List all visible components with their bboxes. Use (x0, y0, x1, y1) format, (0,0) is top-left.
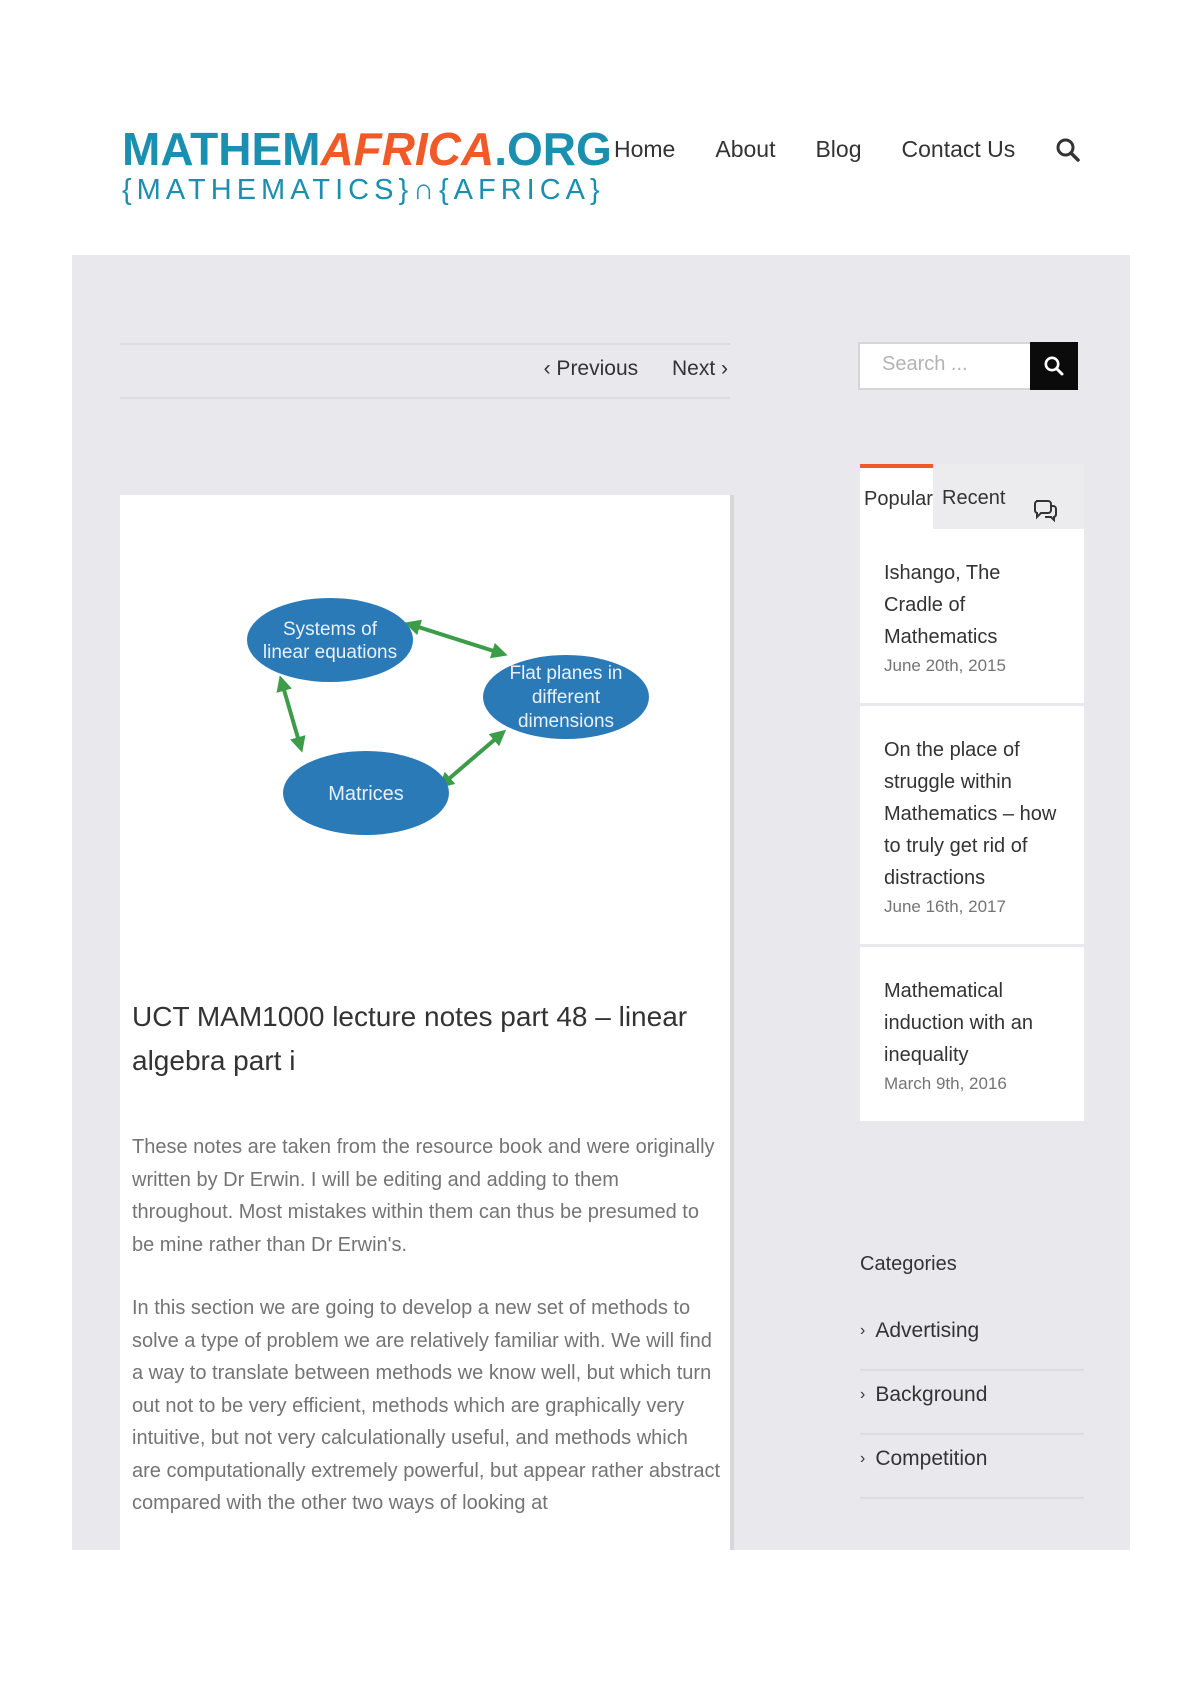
sidebar-search-box (858, 342, 1032, 390)
categories-heading: Categories (860, 1253, 957, 1275)
chevron-right-icon: › (860, 1386, 866, 1403)
post-tabs (860, 464, 1084, 529)
list-item (860, 947, 1084, 1121)
nav-about[interactable]: About (715, 136, 776, 162)
popular-post-date: June 20th, 2015 (884, 656, 1006, 675)
post-paragraph-1: These notes are taken from the resource book and were originally written by Dr Erwin. I will be editing and adding to them throughout. Most mistakes within them can thus be presumed to be mine rather than Dr Erwin's. (132, 1136, 715, 1256)
logo-part-mathem: MATHEM (122, 123, 321, 175)
sidebar-search-button[interactable] (1030, 342, 1078, 390)
nav-home[interactable]: Home (614, 136, 676, 162)
next-post-link[interactable]: Next › (671, 357, 728, 380)
popular-post-title[interactable]: On the place of struggle within Mathematics – how to truly get rid of distractions (884, 739, 1057, 889)
post-navigation (120, 343, 730, 399)
logo-part-africa: AFRICA (320, 123, 495, 175)
post-article (120, 495, 734, 1550)
logo-wordmark (122, 123, 612, 175)
svg-text:Flat planes in: Flat planes in (509, 663, 623, 684)
tab-popular[interactable]: Popular (860, 464, 933, 529)
post-paragraph-2: In this section we are going to develop a new set of methods to solve a type of problem we are relatively familiar with. We will find a way to translate between methods we know well, but which turn out not to be very efficient, methods which are graphically very intuitive, but not very calculationally useful, and methods which are computationally extremely powerful, but appear rather abstract compared with the other two ways of looking at (132, 1297, 721, 1514)
arrow-systems-matrices (282, 683, 300, 745)
arrow-matrices-planes (444, 735, 500, 783)
category-item[interactable] (860, 1435, 1084, 1499)
list-item (860, 706, 1084, 944)
svg-text:Matrices: Matrices (328, 783, 404, 805)
search-icon[interactable] (1055, 137, 1081, 163)
post-title: UCT MAM1000 lecture notes part 48 – linear algebra part i (132, 1001, 688, 1076)
arrow-systems-planes (412, 625, 500, 653)
svg-text:Systems of: Systems of (283, 619, 377, 640)
node-matrices (283, 751, 449, 835)
category-item[interactable] (860, 1371, 1084, 1435)
category-item[interactable] (860, 1307, 1084, 1371)
popular-post-date: June 16th, 2017 (884, 897, 1006, 916)
list-item (860, 529, 1084, 703)
chevron-right-icon: › (860, 1322, 866, 1339)
svg-text:dimensions: dimensions (517, 711, 615, 732)
popular-post-date: March 9th, 2016 (884, 1074, 1007, 1093)
main-nav (614, 136, 1081, 163)
popular-posts-list (860, 529, 1084, 1124)
node-flat-planes (483, 655, 649, 739)
categories-list (860, 1307, 1084, 1499)
logo-tagline: {MATHEMATICS}∩{AFRICA} (122, 174, 605, 206)
content-area (72, 255, 1130, 1550)
site-logo[interactable] (122, 123, 612, 206)
search-icon (1043, 355, 1065, 377)
node-systems (247, 598, 413, 682)
linear-algebra-diagram (230, 545, 660, 845)
previous-post-link[interactable]: ‹ Previous (543, 357, 639, 380)
svg-text:linear equations: linear equations (262, 642, 398, 663)
nav-contact-us[interactable]: Contact Us (901, 136, 1016, 162)
tab-comments[interactable] (1032, 482, 1058, 512)
popular-post-title[interactable]: Mathematical induction with an inequality (884, 980, 1033, 1066)
popular-post-title[interactable]: Ishango, The Cradle of Mathematics (884, 562, 1001, 648)
category-label: Advertising (875, 1319, 980, 1342)
svg-text:different: different (531, 687, 601, 708)
logo-part-org: .ORG (494, 123, 612, 175)
tab-recent[interactable]: Recent (942, 487, 1006, 509)
chevron-right-icon: › (860, 1450, 866, 1467)
sidebar-search-input[interactable] (860, 344, 1032, 384)
comments-icon (1032, 498, 1058, 522)
category-label: Background (875, 1383, 988, 1406)
nav-blog[interactable]: Blog (815, 136, 862, 162)
category-label: Competition (875, 1447, 988, 1470)
